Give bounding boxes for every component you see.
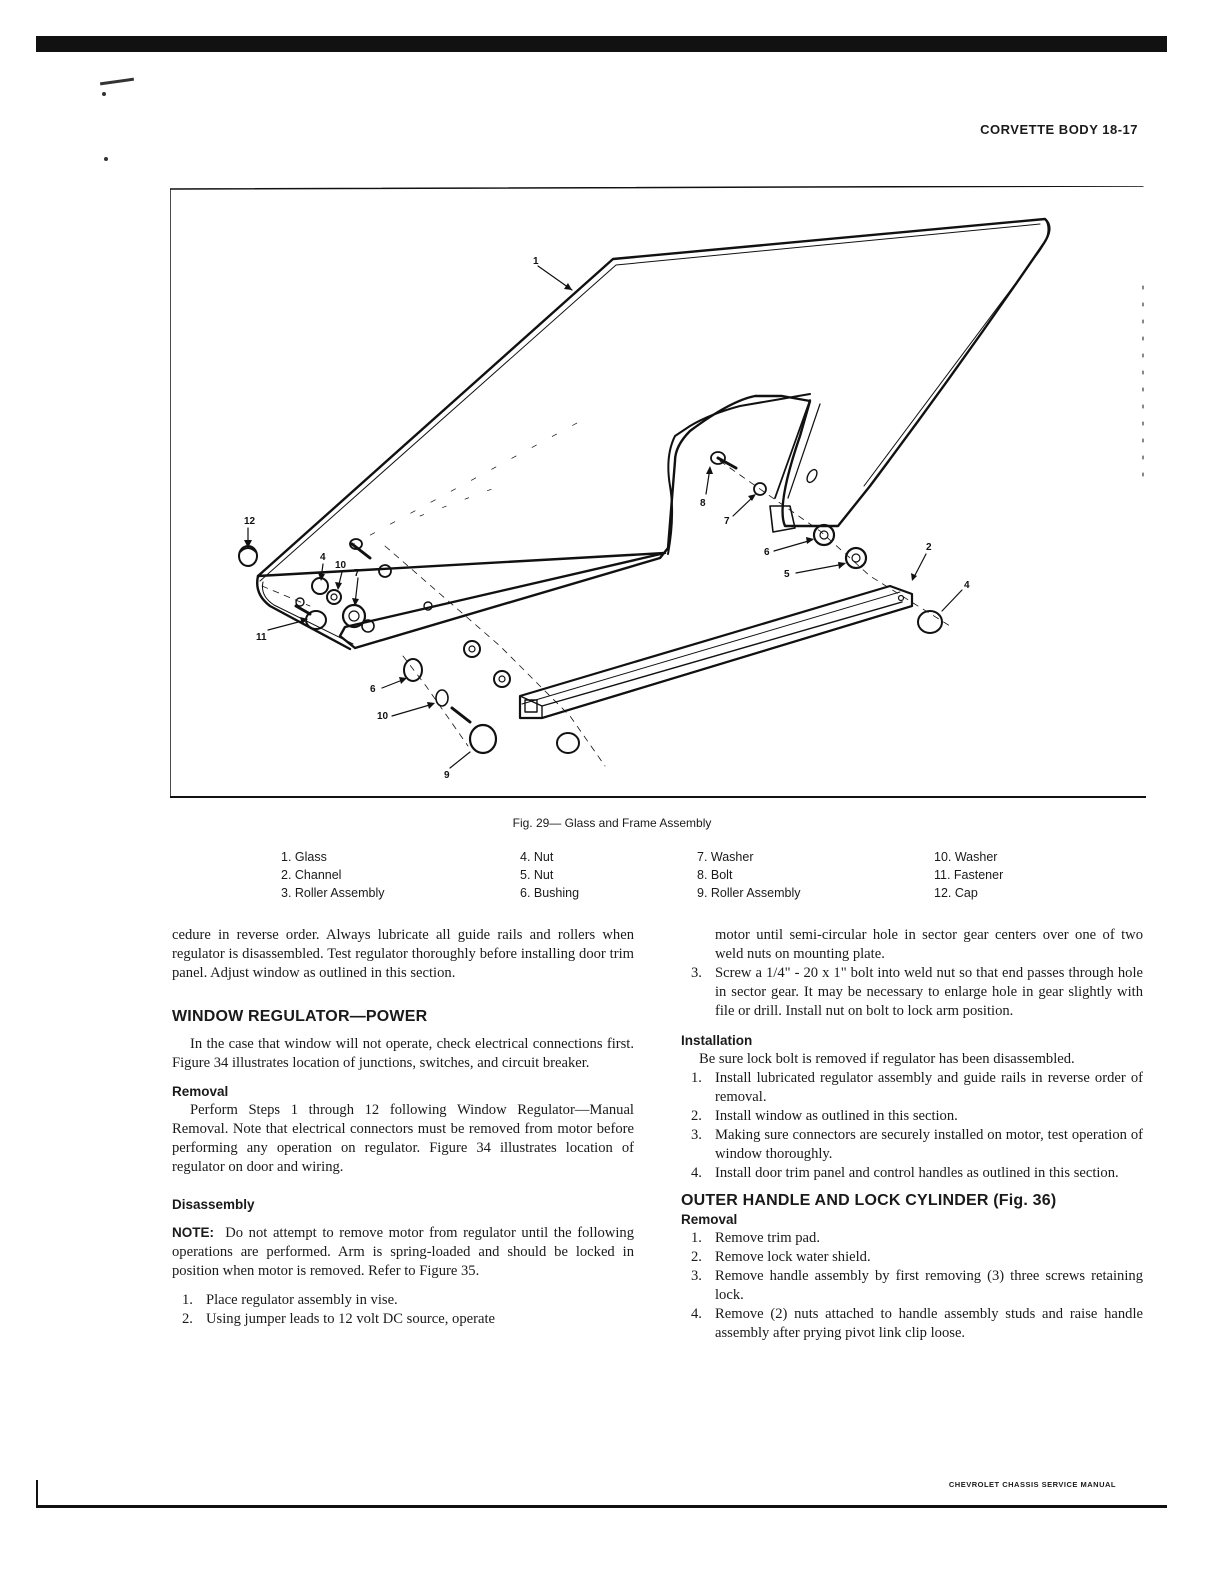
callout: 7 xyxy=(724,516,730,527)
footer-brand: CHEVROLET CHASSIS SERVICE MANUAL xyxy=(948,1480,1116,1489)
exploded-view-drawing xyxy=(170,186,1146,798)
subheading: Removal xyxy=(681,1212,738,1227)
list-item: 1. Install lubricated regulator assembly and guide rails in reverse order of removal. xyxy=(691,1070,1143,1105)
list-item: 4. Install door trim panel and control handles as outlined in this section. xyxy=(691,1165,1119,1181)
callout: 10 xyxy=(377,711,389,722)
callout: 1 xyxy=(533,256,539,267)
installation-list xyxy=(681,1069,1143,1183)
legend-item: 8. Bolt xyxy=(697,868,733,882)
list-item: 1. Place regulator assembly in vise. xyxy=(182,1292,398,1308)
callout: 10 xyxy=(335,560,347,571)
legend-item: 6. Bushing xyxy=(520,886,580,900)
list-item: 2. Using jumper leads to 12 volt DC source, operate xyxy=(182,1311,495,1327)
margin-rule xyxy=(36,1480,38,1508)
callout: 5 xyxy=(784,569,790,580)
legend-item: 5. Nut xyxy=(520,868,554,882)
legend-item: 2. Channel xyxy=(281,868,342,882)
list-item: 2. Remove lock water shield. xyxy=(691,1249,871,1265)
figure-legend xyxy=(0,848,1224,908)
legend-item: 10. Washer xyxy=(934,850,998,864)
callout: 9 xyxy=(444,770,450,781)
list-item: 3. Screw a 1/4" - 20 x 1" bolt into weld nut so that end passes through hole in sector gear. It may be necessary to enlarge hole in gear slightly with file or drill. Install nut on bolt to lock arm position. xyxy=(691,965,1143,1019)
note-text: Do not attempt to remove motor from regulator until the following operations are performed. Arm is spring-loaded and should be locked in position when motor is removed. Refer to Figure 35. xyxy=(172,1225,634,1279)
legend-item: 1. Glass xyxy=(281,850,327,864)
subheading: Disassembly xyxy=(172,1197,255,1212)
legend-item: 11. Fastener xyxy=(934,868,1004,882)
callout: 8 xyxy=(700,498,706,509)
scan-mark xyxy=(100,78,134,86)
footer-rule xyxy=(36,1505,1167,1508)
body-paragraph: In the case that window will not operate, check electrical connections first. Figure 34 illustrates location of junctions, switches, and circuit breaker. xyxy=(172,1036,634,1071)
subheading: Removal xyxy=(172,1084,229,1099)
legend-item: 7. Washer xyxy=(697,850,754,864)
legend-item: 9. Roller Assembly xyxy=(697,886,801,900)
legend-column xyxy=(934,848,1003,902)
list-item: motor until semi-circular hole in sector gear centers over one of two weld nuts on mounting plate. xyxy=(715,927,1143,962)
scan-dot xyxy=(104,157,108,161)
callout: 2 xyxy=(926,542,932,553)
list-item: 3. Making sure connectors are securely installed on motor, test operation of window thoroughly. xyxy=(691,1127,1143,1162)
legend-column xyxy=(697,848,801,902)
body-paragraph: Be sure lock bolt is removed if regulator has been disassembled. xyxy=(699,1051,1075,1067)
legend-item: 12. Cap xyxy=(934,886,978,900)
left-column xyxy=(172,926,634,1329)
continued-paragraph: cedure in reverse order. Always lubricate all guide rails and rollers when regulator is disassembled. Test regulator thoroughly before installing door trim panel. Adjust window as outlined in this section. xyxy=(172,927,634,981)
callout: 12 xyxy=(244,516,256,527)
callout: 4 xyxy=(964,580,970,591)
scan-dot xyxy=(102,92,106,96)
list-item: 3. Remove handle assembly by first removing (3) three screws retaining lock. xyxy=(691,1268,1143,1303)
steps-list xyxy=(681,926,1143,1021)
list-item: 1. Remove trim pad. xyxy=(691,1230,820,1246)
callout: 11 xyxy=(256,632,267,643)
figure-caption: Fig. 29— Glass and Frame Assembly xyxy=(512,816,712,830)
list-item: 2. Install window as outlined in this section. xyxy=(691,1108,958,1124)
steps-list xyxy=(172,1291,634,1329)
legend-item: 4. Nut xyxy=(520,850,554,864)
running-head: CORVETTE BODY 18-17 xyxy=(980,122,1138,137)
note-paragraph xyxy=(172,1223,634,1281)
section-heading: WINDOW REGULATOR—POWER xyxy=(172,1008,428,1025)
legend-item: 3. Roller Assembly xyxy=(281,886,385,900)
header-bar xyxy=(36,36,1167,52)
subheading: Installation xyxy=(681,1033,753,1048)
callout: 4 xyxy=(320,552,326,563)
callout: 7 xyxy=(354,568,360,579)
note-label: NOTE: xyxy=(172,1225,214,1240)
list-item: 4. Remove (2) nuts attached to handle assembly studs and raise handle assembly after prying pivot link clip loose. xyxy=(691,1306,1143,1341)
removal-list xyxy=(681,1229,1143,1343)
right-column xyxy=(681,926,1143,1343)
section-heading: OUTER HANDLE AND LOCK CYLINDER (Fig. 36) xyxy=(681,1192,1057,1209)
legend-column xyxy=(520,848,579,902)
callout: 6 xyxy=(764,547,770,558)
figure-glass-frame-assembly xyxy=(170,186,1146,798)
callout: 6 xyxy=(370,684,376,695)
body-paragraph: Perform Steps 1 through 12 following Window Regulator—Manual Removal. Note that electrical connectors must be removed from motor before performing any operation on regulator. Figure 34 illustrates location of regulator on door and wiring. xyxy=(172,1102,634,1175)
legend-column xyxy=(281,848,385,902)
